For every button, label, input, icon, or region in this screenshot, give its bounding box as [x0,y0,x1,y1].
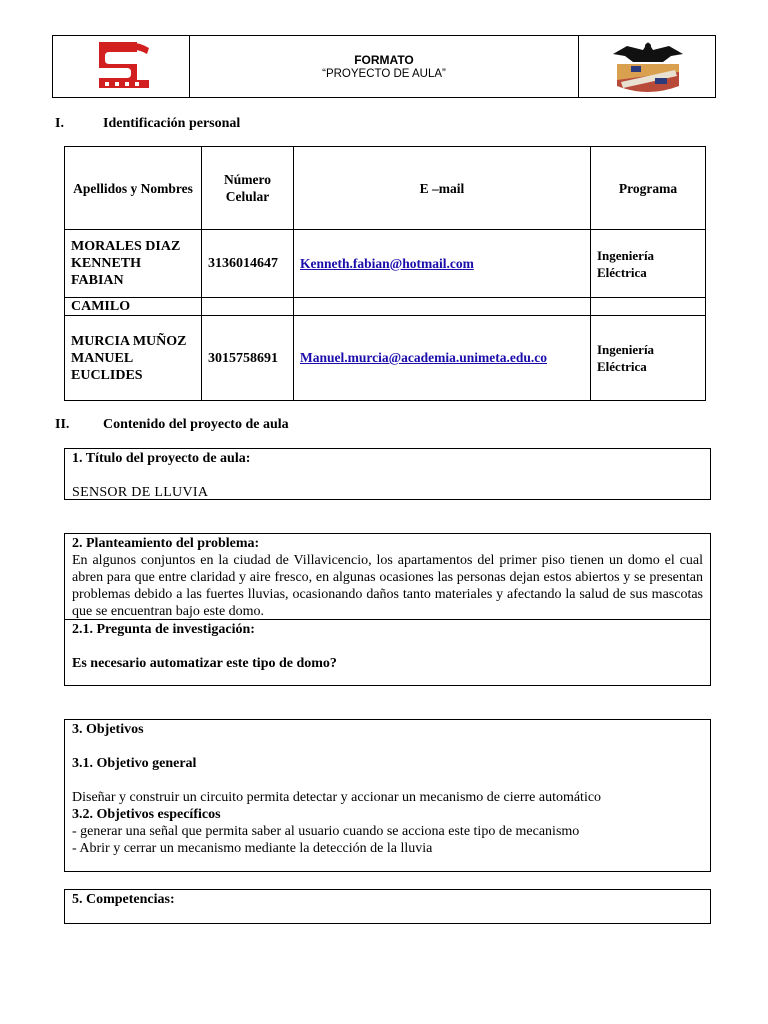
project-title-label: 1. Título del proyecto de aula: [72,451,251,466]
institution-logo [93,40,153,92]
competencies-box [64,889,711,924]
problem-text: En algunos conjuntos en la ciudad de Villavicencio, los apartamentos del primer piso tienen un domo el cual abren para que entre claridad y aire fresco, en algunas ocasiones las personas dejan estos abiertos y se presentan problemas debido a las fuertes lluvias, ocasionando daños tanto materiales y afectando la salud de sus mascotas que se encuentran bajo este domo. [72,553,703,619]
table-row [65,298,706,316]
section-number: I. [55,116,64,131]
objectives-label: 3. Objetivos [72,722,144,737]
document-header [52,35,716,98]
problem-label: 2. Planteamiento del problema: [72,536,260,551]
phone-cell: 3015758691 [202,316,294,401]
column-header: E –mail [294,147,591,230]
specific-objective-item: - Abrir y cerrar un mecanismo mediante la detección de la lluvia [72,841,433,856]
objectives-box [64,719,711,872]
table-row [65,230,706,298]
name-cell: MURCIA MUÑOZ MANUEL EUCLIDES [65,316,202,401]
column-header: Número Celular [202,147,294,230]
section-heading-content [55,417,455,435]
email-cell [294,316,591,401]
specific-objectives-label: 3.2. Objetivos específicos [72,807,221,822]
research-question-section [65,619,710,672]
project-title-box [64,448,711,500]
column-header: Apellidos y Nombres [65,147,202,230]
header-crest-cell [579,36,715,97]
name-cell: CAMILO [65,298,202,316]
research-question: Es necesario automatizar este tipo de domo? [72,656,337,671]
header-logo-cell [53,36,190,97]
section-title: Identificación personal [103,116,241,131]
phone-cell [202,298,294,316]
section-heading-personal [55,116,455,134]
coat-of-arms-logo [611,40,685,96]
general-objective-label: 3.1. Objetivo general [72,756,197,771]
header-title-cell [190,36,579,97]
personal-info-table [64,146,706,401]
program-cell [591,298,706,316]
header-title: FORMATO [354,53,414,67]
phone-cell: 3136014647 [202,230,294,298]
table-header-row [65,147,706,230]
specific-objective-item: - generar una señal que permita saber al usuario cuando se acciona este tipo de mecanismo [72,824,580,839]
program-cell: Ingeniería Eléctrica [591,316,706,401]
header-subtitle: “PROYECTO DE AULA” [322,68,446,80]
competencies-label: 5. Competencias: [72,892,175,907]
program-cell: Ingeniería Eléctrica [591,230,706,298]
project-title-value: SENSOR DE LLUVIA [72,485,209,500]
column-header: Programa [591,147,706,230]
table-row [65,316,706,401]
name-cell: MORALES DIAZ KENNETH FABIAN [65,230,202,298]
email-link[interactable]: Kenneth.fabian@hotmail.com [300,255,474,271]
section-title: Contenido del proyecto de aula [103,417,289,432]
email-cell [294,230,591,298]
general-objective: Diseñar y construir un circuito permita detectar y accionar un mecanismo de cierre automático [72,790,602,805]
research-question-label: 2.1. Pregunta de investigación: [72,622,255,637]
problem-statement-box [64,533,711,686]
email-link[interactable]: Manuel.murcia@academia.unimeta.edu.co [300,350,548,365]
section-number: II. [55,417,70,432]
email-cell [294,298,591,316]
